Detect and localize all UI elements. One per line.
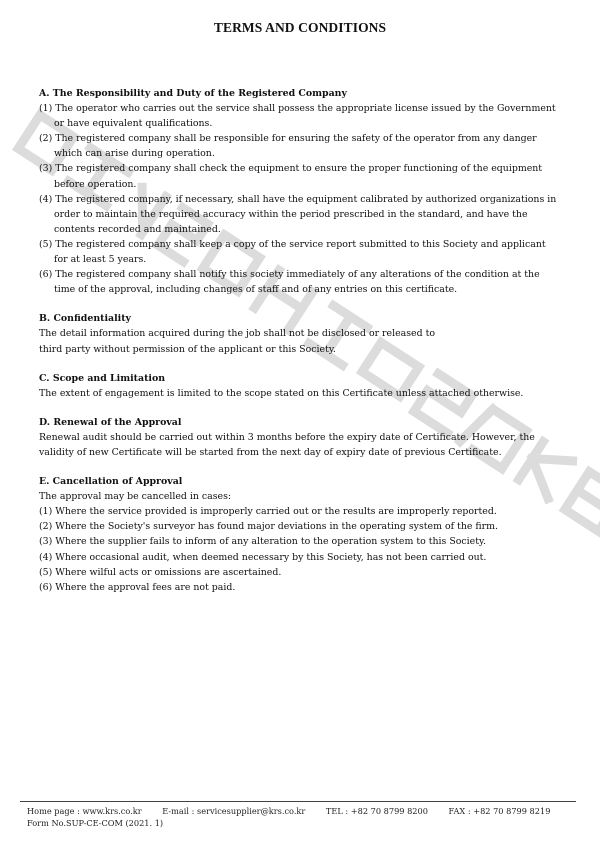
paragraph-line: The approval may be cancelled in cases: — [39, 491, 232, 503]
section-heading: B. Confidentiality — [39, 313, 132, 325]
list-item: (1) The operator who carries out the service shall possess the appropriate license issued by the Government or have equivalent qualifications. — [39, 103, 556, 130]
footer-form-number: Form No.SUP-CE-COM (2021. 1) — [27, 818, 164, 828]
footer-rule — [20, 801, 576, 802]
list-item: (2) Where the Society's surveyor has found major deviations in the operating system of the firm. — [39, 521, 498, 533]
section-scope — [39, 371, 559, 401]
section-heading: E. Cancellation of Approval — [39, 476, 183, 488]
section-heading: D. Renewal of the Approval — [39, 416, 182, 428]
footer-email: E-mail : servicesupplier@krs.co.kr — [162, 806, 306, 816]
footer-homepage: Home page : www.krs.co.kr — [27, 806, 142, 816]
list-item: (6) The registered company shall notify this society immediately of any alterations of the condition at the time of the approval, including changes of staff and of any entries on this certificate. — [39, 269, 540, 296]
list-item: (5) The registered company shall keep a copy of the service report submitted to this Society and applicant for at least 5 years. — [39, 238, 546, 266]
list-item: (4) Where occasional audit, when deemed necessary by this Society, has not been carried out. — [39, 551, 487, 563]
list-item: (5) Where wilful acts or omissions are ascertained. — [39, 566, 282, 578]
paragraph-line: third party without permission of the applicant or this Society. — [39, 343, 336, 355]
section-heading: A. The Responsibility and Duty of the Registered Company — [39, 88, 347, 99]
list-item: (2) The registered company shall be responsible for ensuring the safety of the operator from any danger which can arise during operation. — [39, 133, 537, 160]
section-cancellation — [39, 474, 559, 595]
paragraph-line: Renewal audit should be carried out within 3 months before the expiry date of Certificate. However, the validity of new Certificate will be started from the next day of expiry date of previous Certificate. — [39, 431, 535, 458]
section-heading: C. Scope and Limitation — [39, 372, 166, 384]
terms-content — [39, 86, 559, 609]
list-item: (3) Where the supplier fails to inform of any alteration to the operation system to this Society. — [39, 536, 486, 548]
list-item: (1) Where the service provided is improperly carried out or the results are improperly reported. — [39, 506, 497, 518]
section-confidentiality — [39, 311, 559, 356]
footer-fax: FAX : +82 70 8799 8219 — [448, 806, 551, 816]
footer-tel: TEL : +82 70 8799 8200 — [325, 806, 428, 816]
section-renewal — [39, 415, 559, 460]
paragraph-line: The detail information acquired during the job shall not be disclosed or released to — [39, 328, 435, 340]
list-item: (6) Where the approval fees are not paid. — [39, 581, 236, 593]
list-item: (4) The registered company, if necessary, shall have the equipment calibrated by authorized organizations in order to maintain the required accuracy within the period prescribed in the standard, and have the contents recorded and maintained. — [39, 193, 557, 235]
paragraph-line: The extent of engagement is limited to the scope stated on this Certificate unless attached otherwise. — [39, 387, 524, 399]
page-title: TERMS AND CONDITIONS — [213, 20, 387, 35]
list-item: (3) The registered company shall check the equipment to ensure the proper functioning of the equipment before operation. — [39, 163, 543, 190]
footer — [27, 805, 568, 829]
footer-contact-row — [27, 805, 568, 817]
section-responsibility — [39, 86, 559, 297]
